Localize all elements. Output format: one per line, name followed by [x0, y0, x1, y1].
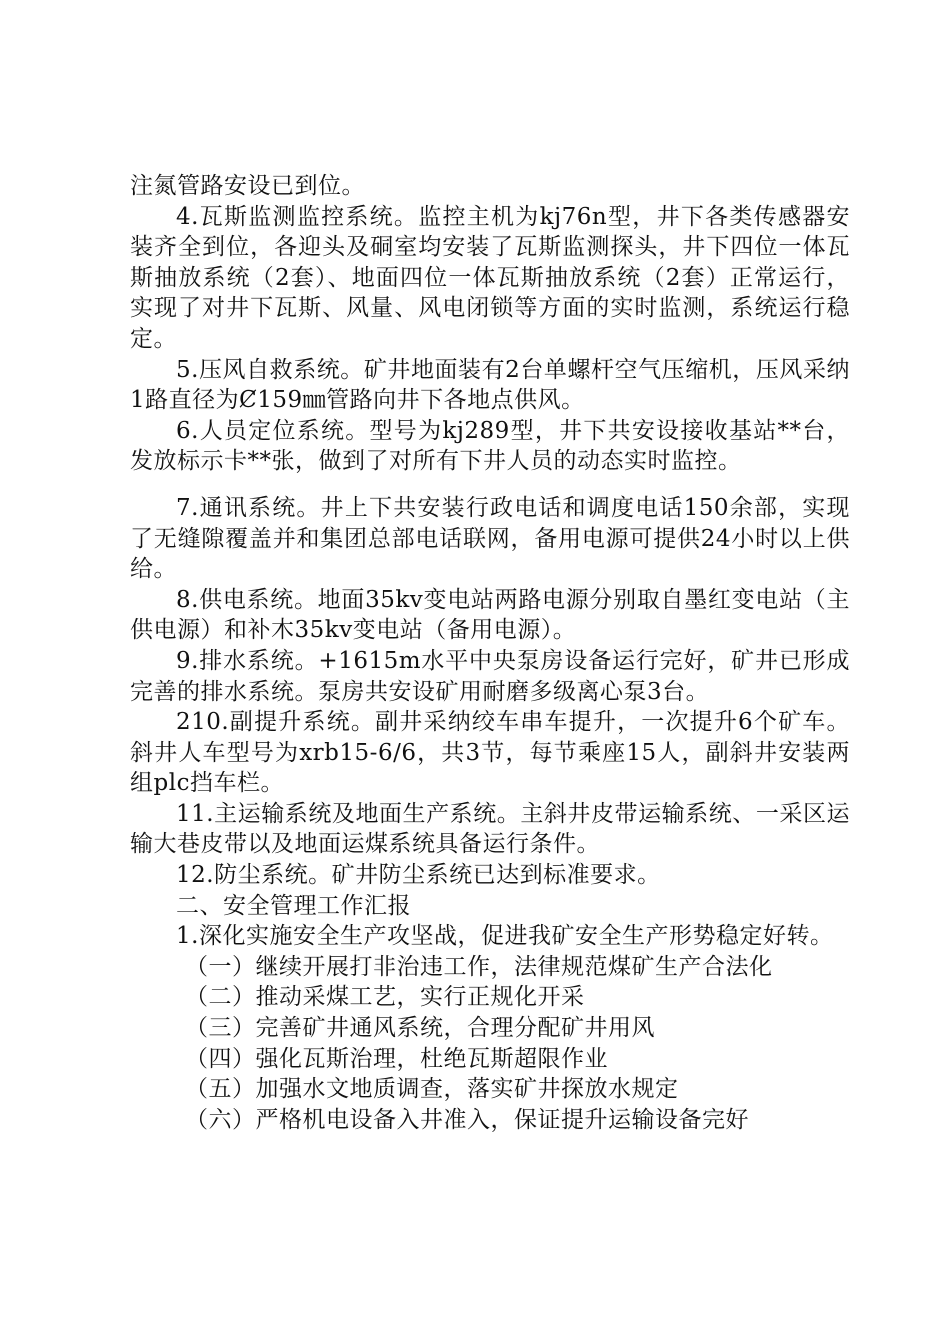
- list-item-2: （二）推动采煤工艺，实行正规化开采: [185, 984, 585, 1011]
- paragraph-communication: 7.通讯系统。井上下共安装行政电话和调度电话150余部，实现了无缝隙覆盖并和集团总部电话联网，备用电源可提供24小时以上供给。: [130, 494, 850, 583]
- paragraph-compressed-air: 5.压风自救系统。矿井地面装有2台单螺杆空气压缩机，压风采纳1路直径为Ȼ159㎜管路向井下各地点供风。: [130, 356, 850, 414]
- paragraph-nitrogen-pipeline: 注氮管路安设已到位。: [130, 173, 365, 199]
- paragraph-power-supply: 8.供电系统。地面35kv变电站两路电源分别取自墨红变电站（主供电源）和补木35kv变电站（备用电源）。: [130, 586, 850, 644]
- document-body: [130, 171, 850, 1135]
- paragraph-drainage: 9.排水系统。+1615m水平中央泵房设备运行完好，矿井已形成完善的排水系统。泵房共安设矿用耐磨多级离心泵3台。: [130, 647, 850, 705]
- list-item-4: （四）强化瓦斯治理，杜绝瓦斯超限作业: [185, 1045, 608, 1072]
- paragraph-main-transport: 11.主运输系统及地面生产系统。主斜井皮带运输系统、一采区运输大巷皮带以及地面运煤系统具备运行条件。: [130, 800, 850, 858]
- list-item-1: （一）继续开展打非治违工作，法律规范煤矿生产合法化: [185, 953, 773, 980]
- paragraph-dust-prevention: 12.防尘系统。矿井防尘系统已达到标准要求。: [176, 862, 661, 889]
- paragraph-auxiliary-hoisting: 210.副提升系统。副井采纳绞车串车提升，一次提升6个矿车。斜井人车型号为xrb15-6/6，共3节，每节乘座15人，副斜井安装两组plc挡车栏。: [130, 709, 850, 797]
- paragraph-safety-campaign: 1.深化实施安全生产攻坚战，促进我矿安全生产形势稳定好转。: [176, 923, 834, 950]
- list-item-3: （三）完善矿井通风系统，合理分配矿井用风: [185, 1015, 655, 1042]
- paragraph-gas-monitoring: 4.瓦斯监测监控系统。监控主机为kj76n型，井下各类传感器安装齐全到位，各迎头及硐室均安装了瓦斯监测探头，井下四位一体瓦斯抽放系统（2套）、地面四位一体瓦斯抽放系统（2套）正常运行，实现了对井下瓦斯、风量、风电闭锁等方面的实时监测，系统运行稳定。: [130, 203, 850, 352]
- list-item-5: （五）加强水文地质调查，落实矿井探放水规定: [185, 1076, 679, 1103]
- list-item-6: （六）严格机电设备入井准入，保证提升运输设备完好: [185, 1106, 749, 1133]
- section-heading-safety-management: 二、安全管理工作汇报: [176, 892, 411, 919]
- paragraph-personnel-positioning: 6.人员定位系统。型号为kj289型，井下共安设接收基站**台，发放标示卡**张，做到了对所有下井人员的动态实时监控。: [130, 417, 850, 475]
